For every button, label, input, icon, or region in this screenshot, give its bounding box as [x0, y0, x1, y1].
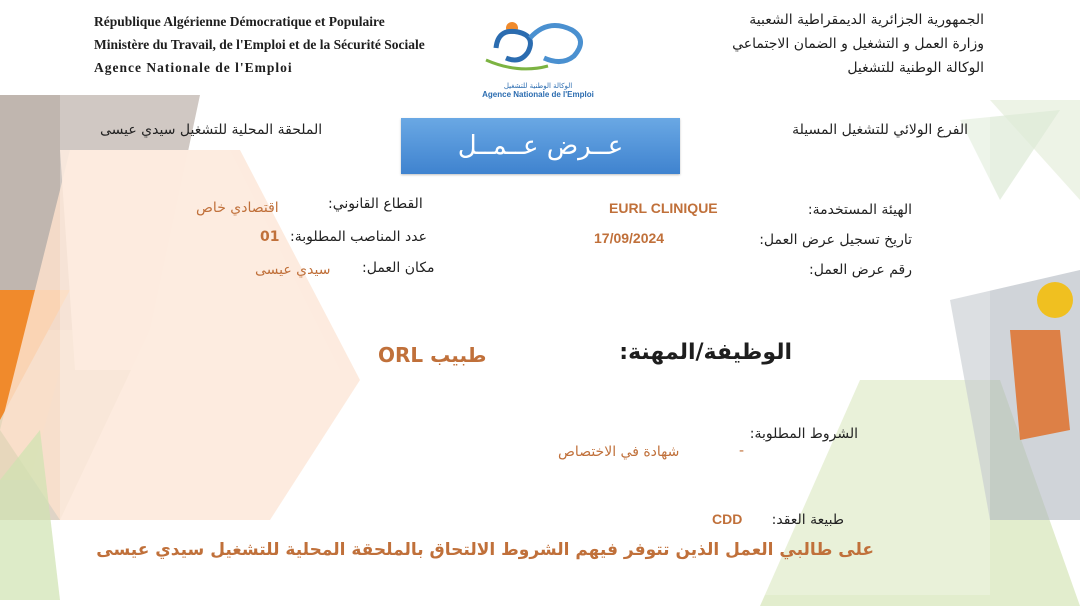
registration-date-label: تاريخ تسجيل عرض العمل: — [759, 232, 912, 248]
header-fr-agency: Agence Nationale de l'Emploi — [94, 60, 293, 75]
header-ar-ministry: وزارة العمل و التشغيل و الضمان الاجتماعي — [732, 36, 984, 52]
legal-sector-label: القطاع القانوني: — [328, 196, 423, 212]
logo-text-fr: Agence Nationale de l'Emploi — [482, 90, 594, 99]
positions-value: 01 — [260, 229, 280, 245]
work-place-value: سيدي عيسى — [255, 262, 331, 278]
header-fr-republic: République Algérienne Démocratique et Populaire — [94, 14, 385, 29]
page-title: عــرض عــمــل — [401, 118, 680, 174]
anem-logo — [478, 8, 598, 100]
job-title-label: الوظيفة/المهنة: — [619, 340, 792, 365]
header-ar-republic: الجمهورية الجزائرية الديمقراطية الشعبية — [749, 12, 984, 28]
employer-label: الهيئة المستخدمة: — [807, 202, 912, 218]
work-place-label: مكان العمل: — [362, 260, 435, 276]
employer-value: EURL CLINIQUE — [609, 200, 718, 216]
conditions-item: شهادة في الاختصاص — [558, 444, 680, 460]
local-agency-name: الملحقة المحلية للتشغيل سيدي عيسى — [100, 122, 323, 138]
header-ar-agency: الوكالة الوطنية للتشغيل — [847, 60, 984, 76]
anem-logo-icon — [478, 8, 598, 78]
job-title-value: طبيب ORL — [378, 343, 487, 367]
positions-label: عدد المناصب المطلوبة: — [290, 229, 427, 245]
registration-date-value: 17/09/2024 — [594, 230, 665, 246]
offer-number-label: رقم عرض العمل: — [809, 262, 912, 278]
conditions-bullet: - — [739, 443, 745, 459]
conditions-label: الشروط المطلوبة: — [749, 426, 858, 442]
regional-agency-name: الفرع الولائي للتشغيل المسيلة — [792, 122, 968, 138]
legal-sector-value: اقتصادي خاص — [196, 200, 279, 216]
footer-note: على طالبي العمل الذين تتوفر فيهم الشروط الالتحاق بالملحقة المحلية للتشغيل سيدي عيسى — [96, 540, 874, 560]
header-fr-ministry: Ministère du Travail, de l'Emploi et de la Sécurité Sociale — [94, 37, 425, 52]
contract-type-label: طبيعة العقد: — [771, 512, 844, 528]
logo-text-ar: الوكالة الوطنية للتشغيل — [503, 82, 573, 90]
contract-type-value: CDD — [712, 511, 743, 527]
